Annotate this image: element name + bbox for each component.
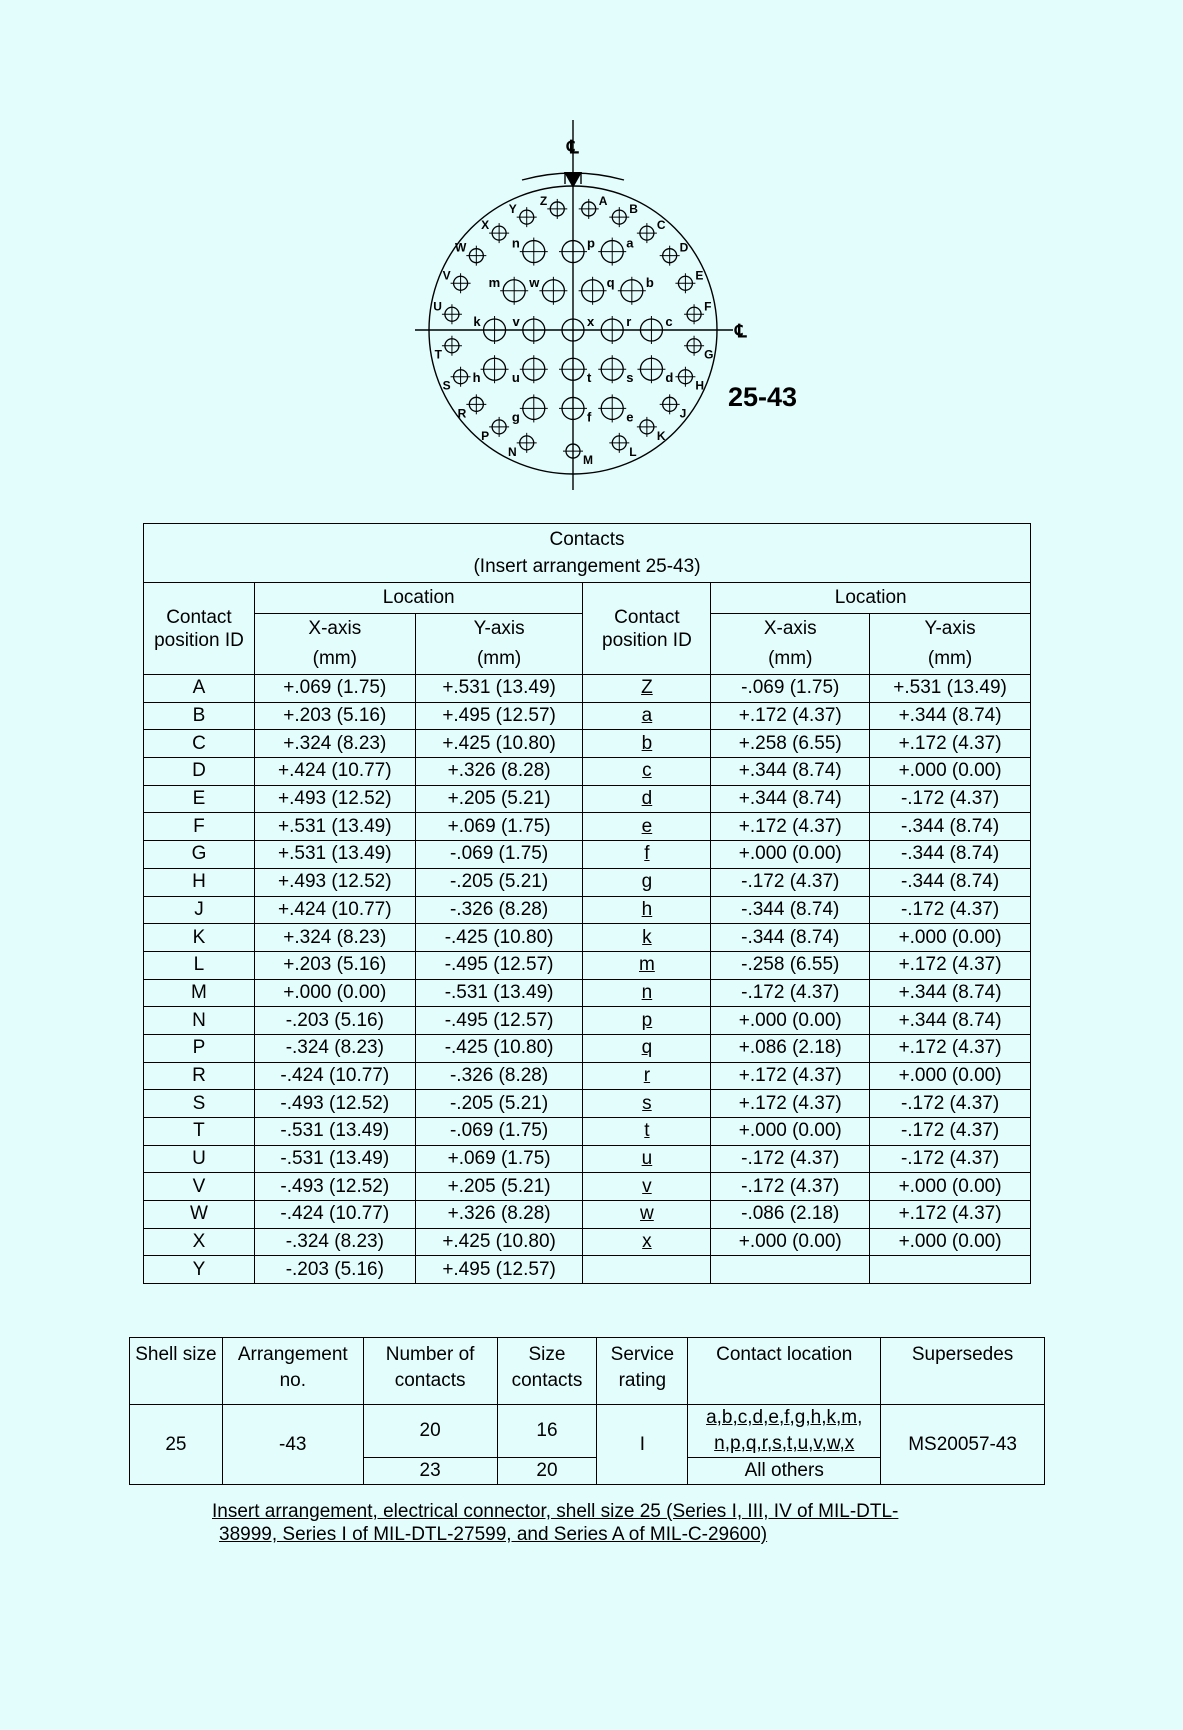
left-x-value: +.203 (5.16) [254, 951, 415, 979]
table-row [144, 896, 1031, 924]
left-y-value: -.425 (10.80) [415, 1034, 583, 1062]
arrangement-label: 25-43 [728, 382, 798, 412]
left-y-value: -.425 (10.80) [415, 924, 583, 952]
left-y-value: -.326 (8.28) [415, 896, 583, 924]
right-contact-id: g [583, 868, 711, 896]
right-contact-id: c [583, 758, 711, 786]
left-contact-id: J [144, 896, 255, 924]
right-y-value: -.172 (4.37) [870, 1145, 1031, 1173]
left-y-value: +.205 (5.21) [415, 1173, 583, 1201]
unit-label: (mm) [927, 648, 973, 669]
table-row [144, 979, 1031, 1007]
right-contact-id: u [583, 1145, 711, 1173]
contact-d [637, 355, 673, 385]
contact-location-line1: a,b,c,d,e,f,g,h,k,m, [706, 1407, 863, 1428]
right-y-value: -.344 (8.74) [870, 813, 1031, 841]
left-y-value: +.495 (12.57) [415, 1256, 583, 1284]
header-y-axis-right [870, 614, 1031, 675]
right-contact-id: f [583, 841, 711, 869]
contact-s [598, 355, 633, 385]
left-y-value: +.495 (12.57) [415, 702, 583, 730]
left-x-value: -.493 (12.52) [254, 1173, 415, 1201]
table-row [144, 1062, 1031, 1090]
right-x-value: +.258 (6.55) [711, 730, 870, 758]
right-y-value: +.344 (8.74) [870, 979, 1031, 1007]
contact-G [684, 336, 713, 362]
caption-line2: 38999, Series I of MIL-DTL-27599, and Series A of MIL-C-29600) [219, 1524, 768, 1545]
left-contact-id: Y [144, 1256, 255, 1284]
contact-B [609, 202, 638, 227]
contact-x [559, 314, 595, 344]
right-contact-id: b [583, 730, 711, 758]
right-y-value: +.172 (4.37) [870, 1034, 1031, 1062]
contact-location-line2: n,p,q,r,s,t,u,v,w,x [714, 1433, 855, 1454]
table-row [144, 1034, 1031, 1062]
figure-caption [212, 1500, 898, 1546]
left-x-value: +.203 (5.16) [254, 702, 415, 730]
table-row [144, 1145, 1031, 1173]
left-contact-id: B [144, 702, 255, 730]
contact-label: e [626, 409, 634, 425]
contact-label: D [679, 240, 689, 255]
right-y-value: -.172 (4.37) [870, 785, 1031, 813]
left-contact-id: P [144, 1034, 255, 1062]
left-y-value: +.069 (1.75) [415, 813, 583, 841]
diagram-frame [415, 120, 747, 490]
arrangement-no-value: -43 [222, 1405, 363, 1485]
left-x-value: -.424 (10.77) [254, 1201, 415, 1229]
left-x-value: +.493 (12.52) [254, 868, 415, 896]
contact-label: Z [539, 193, 548, 208]
left-y-value: +.069 (1.75) [415, 1145, 583, 1173]
size-contacts-value: 16 [497, 1405, 597, 1458]
right-y-value: +.531 (13.49) [870, 675, 1031, 703]
right-x-value: +.000 (0.00) [711, 841, 870, 869]
table-row [144, 675, 1031, 703]
right-x-value: +.172 (4.37) [711, 1090, 870, 1118]
contact-n [512, 236, 548, 266]
contact-label: u [511, 370, 520, 386]
contact-label: w [529, 274, 540, 290]
contact-label: K [656, 428, 666, 443]
left-y-value: -.069 (1.75) [415, 841, 583, 869]
right-y-value: -.172 (4.37) [870, 896, 1031, 924]
header-x-axis-left [254, 614, 415, 675]
contact-label: r [626, 314, 632, 329]
right-x-value: +.172 (4.37) [711, 813, 870, 841]
contact-label: v [512, 314, 520, 329]
contact-label: p [587, 235, 595, 251]
right-x-value: -.344 (8.74) [711, 896, 870, 924]
right-x-value: -.172 (4.37) [711, 1145, 870, 1173]
centerline-symbol-right: ℄ [735, 321, 747, 341]
contact-P [481, 417, 509, 443]
contact-h [473, 355, 509, 385]
left-x-value: +.531 (13.49) [254, 841, 415, 869]
left-contact-id: G [144, 841, 255, 869]
contact-H [675, 367, 704, 393]
left-contact-id: K [144, 924, 255, 952]
contact-label: q [606, 274, 615, 290]
left-x-value: +.424 (10.77) [254, 896, 415, 924]
contact-label: t [587, 370, 592, 386]
left-contact-id: H [144, 868, 255, 896]
right-y-value: +.000 (0.00) [870, 1228, 1031, 1256]
right-x-value [711, 1256, 870, 1284]
contact-R [458, 394, 487, 420]
contact-U [433, 299, 462, 324]
right-contact-id: Z [583, 675, 711, 703]
contact-u [512, 355, 548, 385]
left-contact-id: M [144, 979, 255, 1007]
x-axis-label: X-axis [308, 618, 362, 639]
left-contact-id: C [144, 730, 255, 758]
left-contact-id: U [144, 1145, 255, 1173]
left-x-value: -.424 (10.77) [254, 1062, 415, 1090]
table-row [144, 951, 1031, 979]
right-contact-id: x [583, 1228, 711, 1256]
right-y-value: -.172 (4.37) [870, 1118, 1031, 1146]
contact-label: F [704, 299, 712, 314]
number-of-contacts-value: 20 [363, 1405, 497, 1458]
table-row [144, 1256, 1031, 1284]
header-shell-size: Shell size [130, 1338, 223, 1405]
right-y-value: +.344 (8.74) [870, 702, 1031, 730]
table-row [144, 1201, 1031, 1229]
right-y-value: +.000 (0.00) [870, 1062, 1031, 1090]
table-row [144, 1173, 1031, 1201]
right-x-value: +.344 (8.74) [711, 758, 870, 786]
contact-q [579, 275, 615, 305]
contact-label: T [434, 347, 442, 362]
header-number-of-contacts: Number of contacts [363, 1338, 497, 1405]
contact-label: k [473, 314, 481, 329]
contact-C [637, 218, 666, 243]
left-y-value: +.425 (10.80) [415, 1228, 583, 1256]
right-x-value: -.069 (1.75) [711, 675, 870, 703]
unit-label: (mm) [312, 648, 357, 669]
contact-v [513, 314, 548, 344]
contact-label: s [626, 370, 634, 386]
contacts-title-line2: (Insert arrangement 25-43) [473, 556, 701, 577]
contact-T [435, 336, 462, 362]
size-contacts-value: 20 [497, 1458, 597, 1485]
header-x-axis-right [711, 614, 870, 675]
contact-label: R [457, 406, 467, 421]
contact-g [512, 394, 548, 424]
right-y-value: +.000 (0.00) [870, 758, 1031, 786]
table-row [144, 868, 1031, 896]
table-row [144, 1118, 1031, 1146]
contact-label: M [583, 453, 593, 468]
right-x-value: +.000 (0.00) [711, 1007, 870, 1035]
contact-J [660, 394, 687, 420]
right-x-value: +.086 (2.18) [711, 1034, 870, 1062]
right-y-value: +.000 (0.00) [870, 1173, 1031, 1201]
left-contact-id: T [144, 1118, 255, 1146]
contact-label: X [481, 218, 490, 233]
header-contact-id-right: Contact position ID [583, 583, 711, 675]
contact-label: G [704, 347, 714, 362]
left-contact-id: A [144, 675, 255, 703]
contact-label: L [629, 444, 637, 459]
contact-label: n [511, 235, 520, 251]
contact-X [481, 218, 509, 243]
contact-label: m [488, 274, 501, 290]
right-contact-id: r [583, 1062, 711, 1090]
contact-location-value [688, 1405, 881, 1458]
table-row [144, 758, 1031, 786]
contact-c [637, 314, 672, 344]
contact-label: J [679, 406, 687, 421]
right-x-value: -.172 (4.37) [711, 868, 870, 896]
right-y-value: -.172 (4.37) [870, 1090, 1031, 1118]
left-y-value: +.531 (13.49) [415, 675, 583, 703]
contact-label: V [442, 268, 451, 283]
contact-label: f [587, 409, 592, 425]
right-y-value: +.344 (8.74) [870, 1007, 1031, 1035]
right-x-value: -.172 (4.37) [711, 1173, 870, 1201]
y-axis-label: Y-axis [924, 618, 976, 639]
left-x-value: +.531 (13.49) [254, 813, 415, 841]
right-x-value: +.000 (0.00) [711, 1228, 870, 1256]
contact-label: h [472, 370, 481, 386]
left-x-value: +.000 (0.00) [254, 979, 415, 1007]
contact-p [559, 236, 595, 266]
left-contact-id: R [144, 1062, 255, 1090]
unit-label: (mm) [476, 648, 522, 669]
right-contact-id: k [583, 924, 711, 952]
contact-A [579, 194, 608, 219]
contact-b [618, 275, 654, 305]
left-y-value: -.205 (5.21) [415, 1090, 583, 1118]
right-x-value: -.172 (4.37) [711, 979, 870, 1007]
right-x-value: -.344 (8.74) [711, 924, 870, 952]
left-contact-id: W [144, 1201, 255, 1229]
contact-k [473, 314, 508, 344]
contact-Y [509, 202, 537, 227]
contact-label: b [645, 274, 654, 290]
right-contact-id: s [583, 1090, 711, 1118]
contact-a [598, 236, 634, 266]
right-contact-id: p [583, 1007, 711, 1035]
contact-label: P [481, 428, 490, 443]
contact-E [675, 268, 703, 293]
unit-label: (mm) [768, 648, 813, 669]
x-axis-label: X-axis [763, 618, 817, 639]
left-y-value: -.326 (8.28) [415, 1062, 583, 1090]
table-row [144, 841, 1031, 869]
contact-f [559, 394, 592, 424]
left-contact-id: F [144, 813, 255, 841]
left-y-value: -.531 (13.49) [415, 979, 583, 1007]
left-contact-id: V [144, 1173, 255, 1201]
contact-S [443, 367, 471, 393]
left-y-value: -.495 (12.57) [415, 1007, 583, 1035]
right-y-value: -.344 (8.74) [870, 841, 1031, 869]
right-x-value: -.086 (2.18) [711, 1201, 870, 1229]
left-y-value: -.205 (5.21) [415, 868, 583, 896]
contact-F [684, 299, 711, 324]
right-y-value: +.172 (4.37) [870, 1201, 1031, 1229]
contact-label: S [442, 378, 451, 393]
right-contact-id [583, 1256, 711, 1284]
left-x-value: +.324 (8.23) [254, 730, 415, 758]
right-contact-id: h [583, 896, 711, 924]
header-contact-location: Contact location [688, 1338, 881, 1405]
contact-label: a [626, 235, 634, 251]
right-contact-id: v [583, 1173, 711, 1201]
contact-label: c [665, 314, 673, 329]
right-y-value: +.172 (4.37) [870, 730, 1031, 758]
contact-M [563, 441, 593, 467]
right-y-value: -.344 (8.74) [870, 868, 1031, 896]
right-contact-id: w [583, 1201, 711, 1229]
right-contact-id: a [583, 702, 711, 730]
supersedes-value: MS20057-43 [881, 1405, 1045, 1485]
left-contact-id: D [144, 758, 255, 786]
right-x-value: +.172 (4.37) [711, 702, 870, 730]
header-service-rating: Service rating [597, 1338, 688, 1405]
right-contact-id: t [583, 1118, 711, 1146]
table-row [144, 1228, 1031, 1256]
left-x-value: -.203 (5.16) [254, 1007, 415, 1035]
left-x-value: -.324 (8.23) [254, 1034, 415, 1062]
left-x-value: -.531 (13.49) [254, 1118, 415, 1146]
y-axis-label: Y-axis [473, 618, 525, 639]
right-contact-id: n [583, 979, 711, 1007]
contact-location-value: All others [688, 1458, 881, 1485]
contact-V [443, 268, 471, 293]
header-supersedes: Supersedes [881, 1338, 1045, 1405]
left-contact-id: N [144, 1007, 255, 1035]
right-y-value: +.172 (4.37) [870, 951, 1031, 979]
table-row [144, 702, 1031, 730]
header-arrangement-no: Arrangement no. [222, 1338, 363, 1405]
table-row [144, 730, 1031, 758]
right-contact-id: d [583, 785, 711, 813]
contact-label: d [665, 370, 674, 386]
contact-label: C [656, 218, 666, 233]
left-x-value: +.324 (8.23) [254, 924, 415, 952]
table-row [144, 785, 1031, 813]
left-x-value: -.203 (5.16) [254, 1256, 415, 1284]
service-rating-value: I [597, 1405, 688, 1485]
table-row [144, 813, 1031, 841]
header-location-left: Location [254, 583, 583, 614]
contact-e [598, 394, 633, 424]
contacts-table-title [144, 524, 1031, 583]
centerline-symbol-top: ℄ [567, 137, 579, 157]
contact-W [455, 241, 486, 266]
right-x-value: -.258 (6.55) [711, 951, 870, 979]
right-x-value: +.344 (8.74) [711, 785, 870, 813]
right-contact-id: e [583, 813, 711, 841]
summary-table [129, 1337, 1045, 1485]
header-size-contacts: Size contacts [497, 1338, 597, 1405]
table-row [144, 1007, 1031, 1035]
insert-arrangement-diagram [400, 110, 800, 500]
number-of-contacts-value: 23 [363, 1458, 497, 1485]
contact-label: x [587, 314, 595, 329]
right-x-value: +.172 (4.37) [711, 1062, 870, 1090]
contact-w [528, 275, 567, 305]
contact-label: A [598, 193, 608, 208]
right-x-value: +.000 (0.00) [711, 1118, 870, 1146]
contact-label: W [454, 240, 467, 255]
shell-size-value: 25 [130, 1405, 223, 1485]
contacts-table-body [144, 675, 1031, 1284]
left-x-value: -.324 (8.23) [254, 1228, 415, 1256]
left-y-value: +.205 (5.21) [415, 785, 583, 813]
right-y-value: +.000 (0.00) [870, 924, 1031, 952]
left-x-value: +.493 (12.52) [254, 785, 415, 813]
left-y-value: -.069 (1.75) [415, 1118, 583, 1146]
caption-line1: Insert arrangement, electrical connector, shell size 25 (Series I, III, IV of MIL-DTL- [212, 1501, 899, 1522]
contact-L [609, 433, 636, 459]
left-contact-id: S [144, 1090, 255, 1118]
contact-D [660, 241, 689, 266]
header-contact-id-left: Contact position ID [144, 583, 255, 675]
contact-label: E [695, 268, 704, 283]
contact-t [559, 355, 592, 385]
right-contact-id: m [583, 951, 711, 979]
left-contact-id: L [144, 951, 255, 979]
contact-m [489, 275, 529, 305]
contact-label: U [433, 299, 442, 314]
contact-label: N [508, 444, 517, 459]
left-contact-id: E [144, 785, 255, 813]
right-contact-id: q [583, 1034, 711, 1062]
left-y-value: +.425 (10.80) [415, 730, 583, 758]
left-x-value: -.531 (13.49) [254, 1145, 415, 1173]
left-y-value: +.326 (8.28) [415, 758, 583, 786]
contact-Z [540, 194, 567, 219]
table-row [144, 1090, 1031, 1118]
contacts-table [143, 523, 1031, 1284]
left-y-value: +.326 (8.28) [415, 1201, 583, 1229]
contact-label: Y [508, 202, 517, 217]
header-y-axis-left [415, 614, 583, 675]
contact-label: B [629, 202, 638, 217]
contact-label: g [511, 409, 520, 425]
contact-N [508, 433, 537, 459]
left-contact-id: X [144, 1228, 255, 1256]
left-x-value: +.069 (1.75) [254, 675, 415, 703]
contact-K [637, 417, 666, 443]
table-row [144, 924, 1031, 952]
header-location-right: Location [711, 583, 1031, 614]
left-x-value: +.424 (10.77) [254, 758, 415, 786]
right-y-value [870, 1256, 1031, 1284]
left-x-value: -.493 (12.52) [254, 1090, 415, 1118]
contacts-title-line1: Contacts [549, 529, 625, 550]
left-y-value: -.495 (12.57) [415, 951, 583, 979]
contact-label: H [695, 378, 705, 393]
contact-r [598, 314, 631, 344]
